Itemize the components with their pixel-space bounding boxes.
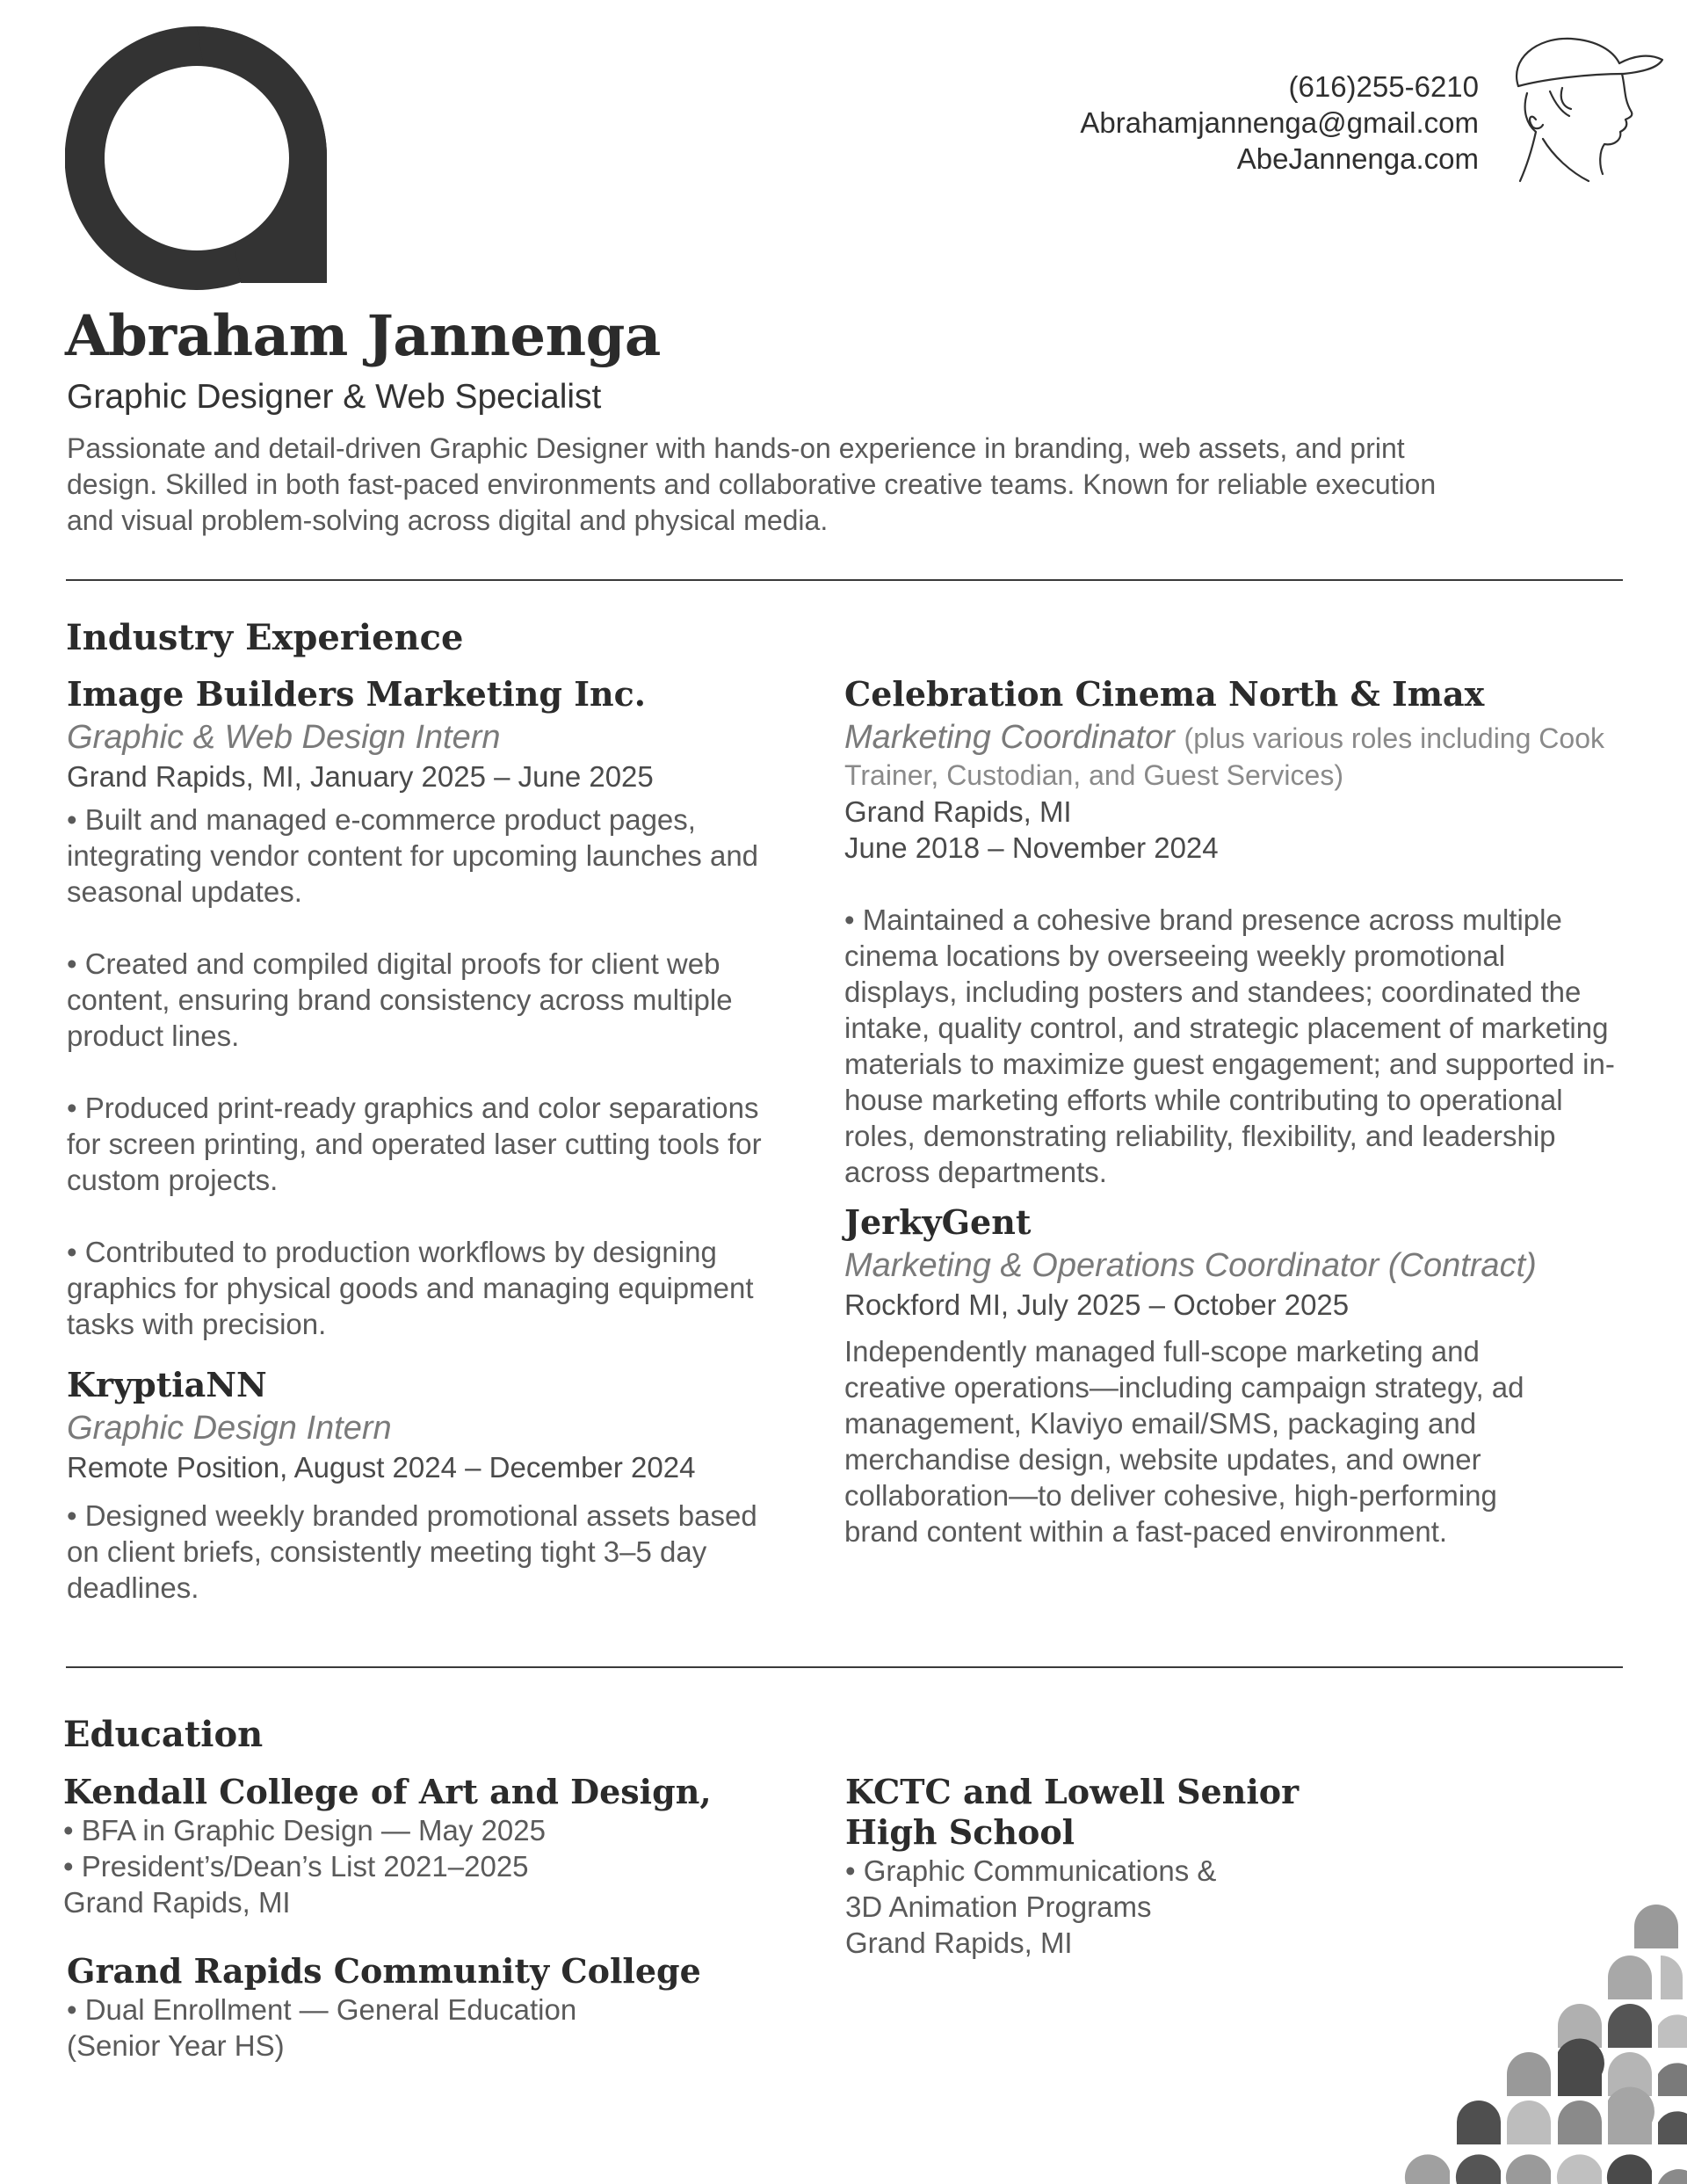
pattern-petal xyxy=(1507,2052,1551,2096)
pattern-petal xyxy=(1456,2154,1501,2184)
profile-summary: Passionate and detail-driven Graphic Designer with hands-on experience in branding, web assets, and print design. Skilled in both fast-paced environments and collaborative creative teams. Known for reliable execution and visual problem-solving across digital and physical media. xyxy=(67,432,1437,536)
school-name-continued: High School xyxy=(845,1812,1075,1852)
experience-right-column xyxy=(844,672,1635,1549)
experience-entry xyxy=(844,1201,1635,1549)
experience-left-column xyxy=(67,672,787,1606)
entry-meta: Grand Rapids, MI, January 2025 – June 2025 xyxy=(67,760,654,793)
contact-info xyxy=(1080,69,1479,177)
pattern-petal xyxy=(1608,2004,1652,2048)
bullet-item: • Maintained a cohesive brand presence across multiple cinema locations by overseeing weekly promotional displays, including posters and standees; coordinated the intake, quality control, and strategic placement of marketing materials to maximize guest engagement; and supported in-house marketing efforts while contributing to operational roles, demonstrating reliability, flexibility, and leadership across departments. xyxy=(844,903,1615,1188)
bullet-item: • Built and managed e-commerce product pages, integrating vendor content for upcoming launches and seasonal updates. xyxy=(67,803,759,908)
school-location: Grand Rapids, MI xyxy=(63,1886,291,1919)
school-name: Grand Rapids Community College xyxy=(67,1951,701,1991)
role-title: Graphic Design Intern xyxy=(67,1410,392,1447)
pattern-petal xyxy=(1557,2154,1602,2184)
pattern-petal xyxy=(1558,2101,1602,2144)
pattern-petal xyxy=(1634,1905,1678,1948)
pattern-petal xyxy=(1658,2169,1687,2184)
pattern-petal xyxy=(1405,2154,1450,2184)
education-entry-kendall xyxy=(63,1772,712,1920)
pattern-petal xyxy=(1658,2111,1687,2144)
bullet-item: • Created and compiled digital proofs for client web content, ensuring brand consistency across multiple product lines. xyxy=(67,947,733,1052)
experience-entry xyxy=(67,672,787,1342)
experience-entry xyxy=(844,672,1635,1190)
bullet-item: • Produced print-ready graphics and color separations for screen printing, and operated laser cutting tools for custom projects. xyxy=(67,1092,762,1196)
school-location: Grand Rapids, MI xyxy=(845,1926,1073,1959)
school-name: Kendall College of Art and Design, xyxy=(63,1772,712,1811)
brand-logo xyxy=(65,26,329,290)
role-title-main: Marketing Coordinator xyxy=(844,719,1175,756)
phone-number[interactable]: (616)255-6210 xyxy=(1288,70,1479,103)
job-title: Graphic Designer & Web Specialist xyxy=(67,378,602,416)
email-address[interactable]: Abrahamjannenga@gmail.com xyxy=(1080,106,1479,139)
entry-meta: Remote Position, August 2024 – December 2024 xyxy=(67,1451,696,1484)
pattern-petal xyxy=(1457,2101,1501,2144)
role-title xyxy=(844,716,1635,794)
company-name: Image Builders Marketing Inc. xyxy=(67,674,646,714)
candidate-name: Abraham Jannenga xyxy=(65,303,661,369)
education-detail: (Senior Year HS) xyxy=(67,2029,285,2062)
entry-dates: June 2018 – November 2024 xyxy=(844,831,1219,864)
pattern-petal xyxy=(1661,1955,1683,1999)
divider-bottom xyxy=(66,1666,1623,1668)
pattern-petal xyxy=(1608,1955,1652,1999)
bullet-item: • Designed weekly branded promotional assets based on client briefs, consistently meeting tight 3–5 day deadlines. xyxy=(67,1499,757,1604)
role-title-extra: (plus various roles including Cook Trainer, Custodian, and Guest Services) xyxy=(844,722,1604,791)
pattern-petal xyxy=(1507,2101,1551,2144)
entry-location: Grand Rapids, MI xyxy=(844,795,1072,828)
divider-top xyxy=(66,579,1623,581)
bullet-item: • Contributed to production workflows by designing graphics for physical goods and managing equipment tasks with precision. xyxy=(67,1236,754,1340)
experience-entry xyxy=(67,1363,787,1606)
pattern-petal xyxy=(1506,2154,1551,2184)
portrait-illustration xyxy=(1501,33,1669,209)
education-detail: • President’s/Dean’s List 2021–2025 xyxy=(63,1850,529,1883)
education-detail: 3D Animation Programs xyxy=(845,1890,1152,1923)
role-title: Graphic & Web Design Intern xyxy=(67,719,501,756)
school-name: KCTC and Lowell Senior xyxy=(845,1772,1300,1811)
entry-description: Independently managed full-scope marketing and creative operations—including campaign strategy, ad management, Klaviyo email/SMS, packaging and merchandise design, website updates, and owner collaboration—to deliver cohesive, high-performing brand content within a fast-paced environment. xyxy=(844,1335,1524,1548)
education-detail: • BFA in Graphic Design — May 2025 xyxy=(63,1814,546,1847)
education-entry-kctc xyxy=(845,1772,1299,1961)
pattern-petal xyxy=(1658,2063,1687,2096)
role-title: Marketing & Operations Coordinator (Contract) xyxy=(844,1247,1537,1284)
pattern-petal xyxy=(1607,2154,1652,2184)
company-name: JerkyGent xyxy=(844,1202,1032,1242)
education-entry-grcc xyxy=(67,1951,701,2064)
pattern-petal xyxy=(1558,2039,1604,2096)
pattern-petal xyxy=(1658,2014,1687,2048)
entry-meta: Rockford MI, July 2025 – October 2025 xyxy=(844,1288,1350,1321)
website-link[interactable]: AbeJannenga.com xyxy=(1236,142,1479,175)
education-detail: • Graphic Communications & xyxy=(845,1854,1217,1887)
company-name: Celebration Cinema North & Imax xyxy=(844,674,1485,714)
pattern-petal xyxy=(1608,2087,1654,2144)
decorative-pattern xyxy=(1397,1890,1687,2184)
company-name: KryptiaNN xyxy=(67,1365,267,1404)
education-heading: Education xyxy=(63,1714,264,1755)
experience-heading: Industry Experience xyxy=(66,617,464,658)
education-detail: • Dual Enrollment — General Education xyxy=(67,1993,577,2026)
